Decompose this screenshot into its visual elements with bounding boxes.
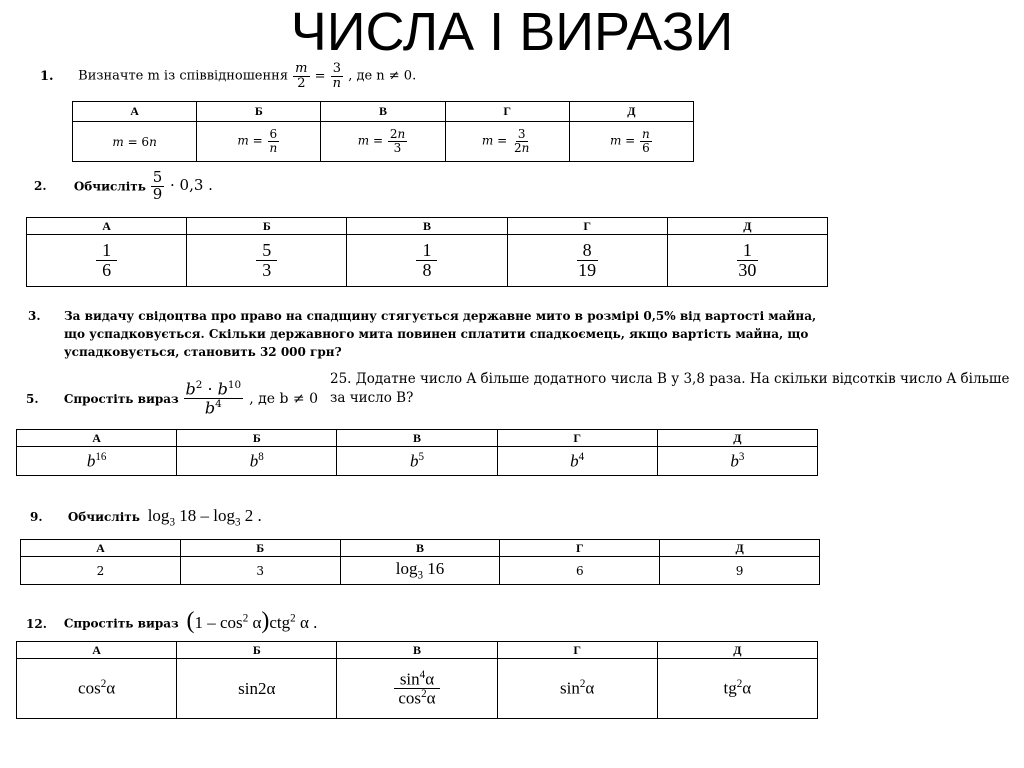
question-1 — [40, 62, 416, 90]
header-cell: Д — [657, 642, 817, 659]
answer-cell: $tg^2\alpha$ — [657, 659, 817, 719]
question-text: Спростіть вираз — [63, 616, 179, 631]
answer-cell: $\sin^2\alpha$ — [497, 659, 657, 719]
question-number: 5. — [26, 392, 39, 407]
header-cell: А — [73, 102, 197, 122]
header-cell: Б — [187, 218, 347, 235]
answer-cell: $\frac{1}{6}$ — [27, 235, 187, 287]
answer-cell: 9 — [660, 557, 820, 585]
header-cell: Б — [197, 102, 321, 122]
question-number: 1. — [40, 68, 54, 84]
answer-table-2 — [26, 217, 828, 287]
expression-formula: $\frac{5}{9}$ · 0,3 . — [152, 168, 213, 203]
answer-cell: m = $\frac{2n}{3}$ — [321, 122, 445, 162]
answer-cell: $\frac{1}{30}$ — [667, 235, 827, 287]
question-number: 3. — [28, 309, 41, 323]
header-cell: Б — [177, 642, 337, 659]
answer-cell: sin2α — [177, 659, 337, 719]
question-2 — [34, 170, 213, 203]
question-text: Обчисліть — [73, 179, 146, 194]
header-cell: А — [27, 218, 187, 235]
answer-cell: $b^3$ — [657, 447, 817, 476]
question-number: 12. — [26, 616, 47, 631]
condition-text: , де n ≠ 0. — [348, 68, 417, 84]
answer-cell: m = $\frac{6}{n}$ — [197, 122, 321, 162]
question-12 — [26, 606, 317, 636]
header-cell: А — [21, 540, 181, 557]
condition-text: , де b ≠ 0 — [249, 391, 318, 408]
expression-formula: $(1 - \cos^2 \alpha)ctg^2$ α . — [186, 607, 318, 634]
answer-cell: $\log_3 16$ — [340, 557, 500, 585]
answer-cell: $\frac{1}{8}$ — [347, 235, 507, 287]
answer-table-9 — [20, 539, 820, 585]
answer-cell: $b^{16}$ — [17, 447, 177, 476]
answer-cell: 6 — [500, 557, 660, 585]
answer-table-12 — [16, 641, 818, 719]
expression-formula: $\frac{b^2 \cdot b^{10}}{b^4}$ — [185, 379, 242, 418]
header-cell: А — [17, 430, 177, 447]
header-cell: В — [337, 642, 497, 659]
question-text: Обчисліть — [67, 510, 140, 524]
answer-cell: m = $\frac{3}{2n}$ — [445, 122, 569, 162]
header-cell: Г — [500, 540, 660, 557]
answer-cell: $b^5$ — [337, 447, 497, 476]
header-cell: В — [340, 540, 500, 557]
question-text: Додатне число A більше додатного числа B у 3,8 раза. На скільки відсотків число A більше за число B? — [330, 371, 1010, 406]
question-9 — [30, 506, 262, 532]
header-cell: Г — [445, 102, 569, 122]
header-cell: Г — [507, 218, 667, 235]
page-title: ЧИСЛА І ВИРАЗИ — [290, 2, 734, 62]
question-text: Спростіть вираз — [63, 392, 179, 407]
question-5 — [26, 380, 318, 417]
answer-cell: $b^4$ — [497, 447, 657, 476]
answer-cell: $b^8$ — [177, 447, 337, 476]
question-text: За видачу свідоцтва про право на спадщину стягується державне мито в розмірі 0,5% від вартості майна, що успадковується. Скільки державного мита повинен сплатити спадкоємець, якщо вартість майна, що успадковується, становить 32 000 грн? — [64, 309, 817, 359]
header-cell: Б — [177, 430, 337, 447]
header-cell: Б — [180, 540, 340, 557]
question-25 — [330, 370, 1020, 408]
header-cell: Д — [660, 540, 820, 557]
relation-formula: $\frac{m}{2}$ = $\frac{3}{n}$ — [295, 61, 342, 91]
answer-cell: 2 — [21, 557, 181, 585]
question-number: 2. — [34, 179, 47, 194]
answer-cell: $\cos^2\alpha$ — [17, 659, 177, 719]
question-number: 25. — [330, 371, 352, 387]
answer-cell: $\frac{5}{3}$ — [187, 235, 347, 287]
answer-cell: $\frac{8}{19}$ — [507, 235, 667, 287]
expression-formula: $\log_3 18 - \log_3 2$ . — [147, 506, 262, 529]
header-cell: Г — [497, 642, 657, 659]
header-cell: В — [337, 430, 497, 447]
answer-table-1 — [72, 101, 694, 162]
question-number: 9. — [30, 510, 43, 524]
question-3 — [28, 307, 817, 359]
header-cell: Г — [497, 430, 657, 447]
header-cell: А — [17, 642, 177, 659]
answer-cell: m = $\frac{n}{6}$ — [569, 122, 693, 162]
header-cell: В — [321, 102, 445, 122]
answer-cell: 3 — [180, 557, 340, 585]
header-cell: В — [347, 218, 507, 235]
question-text: Визначте m із співвідношення — [78, 68, 289, 84]
header-cell: Д — [569, 102, 693, 122]
header-cell: Д — [667, 218, 827, 235]
answer-cell: $\frac{\sin^4\alpha}{\cos^2\alpha}$ — [337, 659, 497, 719]
answer-table-5 — [16, 429, 818, 476]
answer-cell: m = 6n — [73, 122, 197, 162]
header-cell: Д — [657, 430, 817, 447]
